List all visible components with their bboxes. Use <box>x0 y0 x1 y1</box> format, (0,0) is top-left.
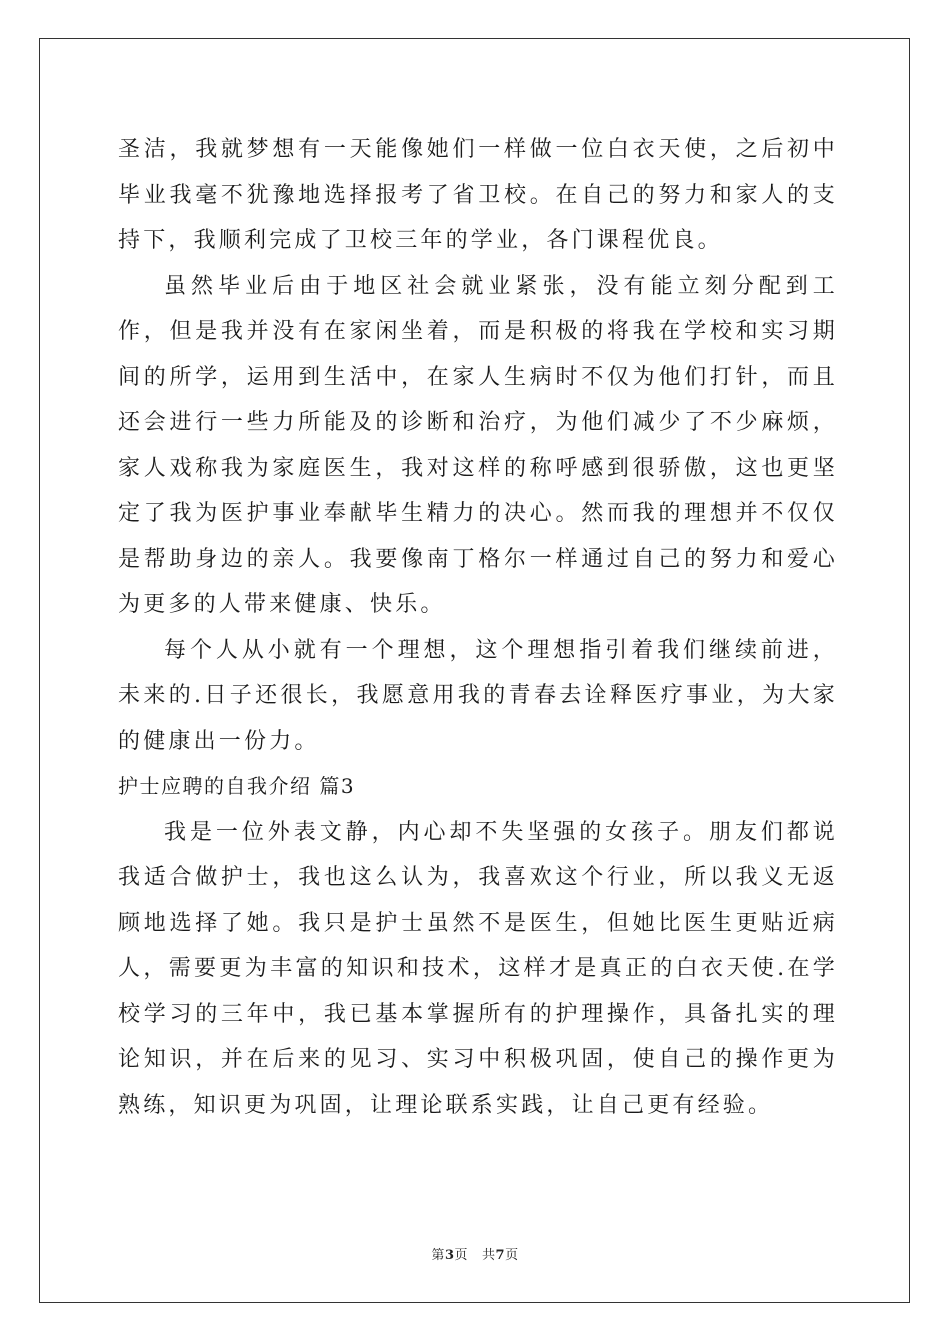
footer-page-prefix: 第 <box>431 1248 445 1263</box>
footer-page-number: 3 <box>444 1248 455 1263</box>
page-footer <box>0 1244 950 1263</box>
footer-total-suffix: 页 <box>505 1248 519 1263</box>
document-body <box>118 127 838 1128</box>
body-paragraph-1: 圣洁，我就梦想有一天能像她们一样做一位白衣天使，之后初中毕业我毫不犹豫地选择报考了省卫校。在自己的努力和家人的支持下，我顺利完成了卫校三年的学业，各门课程优良。 <box>118 137 838 253</box>
footer-total-number: 7 <box>495 1248 506 1263</box>
body-paragraph-3: 每个人从小就有一个理想，这个理想指引着我们继续前进，未来的.日子还很长，我愿意用我的青春去诠释医疗事业，为大家的健康出一份力。 <box>118 637 838 754</box>
section-paragraph-1: 我是一位外表文静，内心却不失坚强的女孩子。朋友们都说我适合做护士，我也这么认为，我喜欢这个行业，所以我义无返顾地选择了她。我只是护士虽然不是医生，但她比医生更贴近病人，需要更为丰富的知识和技术，这样才是真正的白衣天使.在学校学习的三年中，我已基本掌握所有的护理操作，具备扎实的理论知识，并在后来的见习、实习中积极巩固，使自己的操作更为熟练，知识更为巩固，让理论联系实践，让自己更有经验。 <box>118 819 838 1118</box>
body-paragraph-2: 虽然毕业后由于地区社会就业紧张，没有能立刻分配到工作，但是我并没有在家闲坐着，而是积极的将我在学校和实习期间的所学，运用到生活中，在家人生病时不仅为他们打针，而且还会进行一些力所能及的诊断和治疗，为他们减少了不少麻烦，家人戏称我为家庭医生，我对这样的称呼感到很骄傲，这也更坚定了我为医护事业奉献毕生精力的决心。然而我的理想并不仅仅是帮助身边的亲人。我要像南丁格尔一样通过自己的努力和爱心为更多的人带来健康、快乐。 <box>118 273 838 617</box>
section-heading: 护士应聘的自我介绍 篇3 <box>118 774 356 798</box>
footer-page-suffix: 页 <box>454 1248 468 1263</box>
footer-total-prefix: 共 <box>482 1248 496 1263</box>
